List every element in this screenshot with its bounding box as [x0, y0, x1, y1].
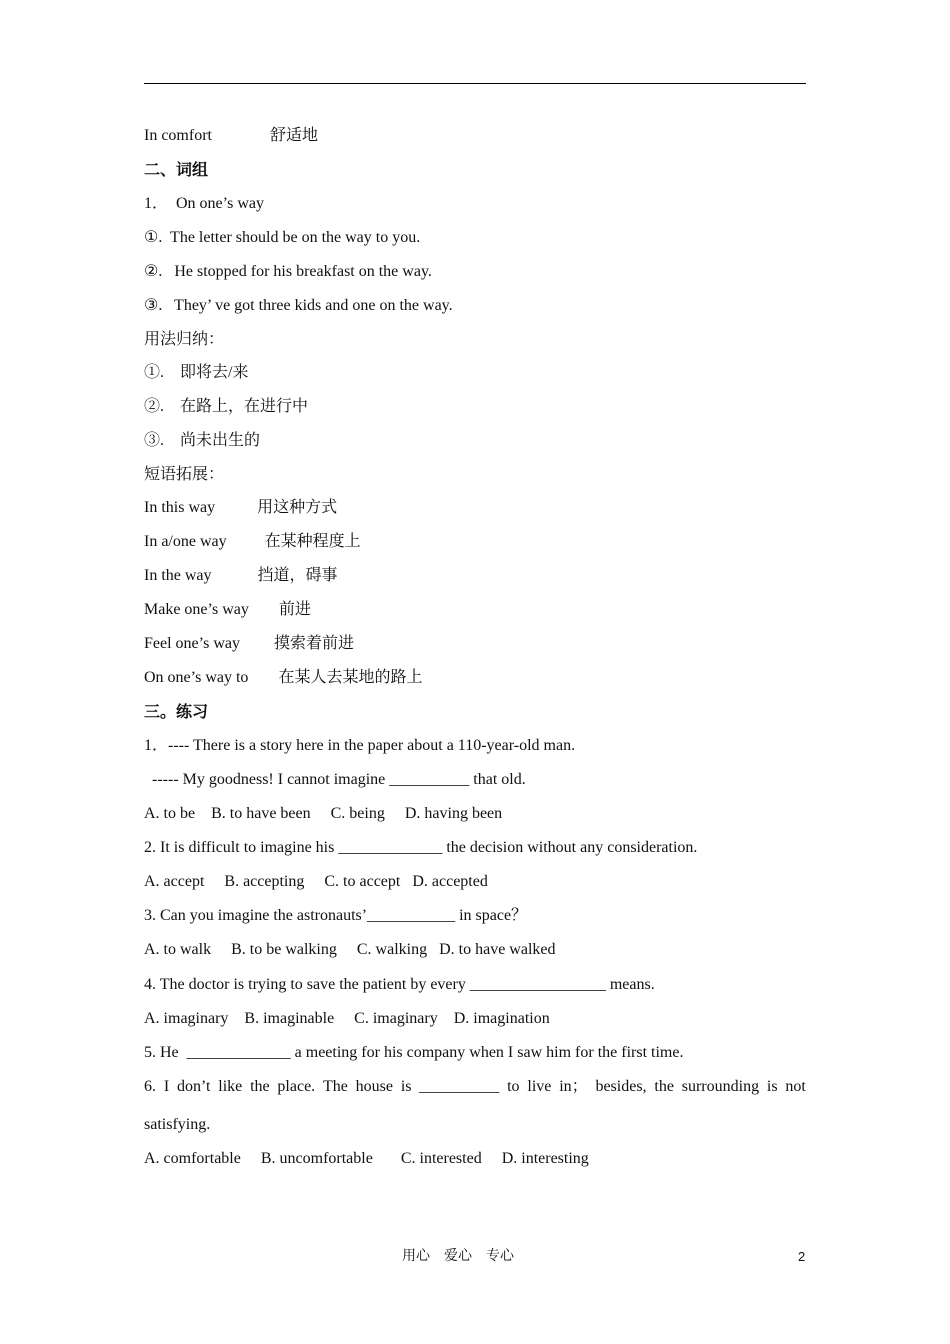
- section-heading-phrases: 二、词组: [144, 162, 209, 179]
- footer-motto: 用心 爱心 专心: [402, 1249, 514, 1264]
- word: I: [163, 1078, 170, 1095]
- word: not: [785, 1078, 806, 1095]
- word: like: [218, 1078, 243, 1095]
- phrase-extension-item: In a/one way 在某种程度上: [144, 533, 361, 550]
- word: 6.: [144, 1078, 156, 1095]
- question-3-options: A. to walk B. to be walking C. walking D. to have walked: [144, 941, 556, 958]
- question-4: 4. The doctor is trying to save the patient by every _________________ means.: [144, 976, 655, 993]
- word: the: [250, 1078, 270, 1095]
- word: house: [355, 1078, 393, 1095]
- usage-item-1: ①. 即将去/来: [144, 364, 249, 381]
- question-1-options: A. to be B. to have been C. being D. having been: [144, 805, 503, 822]
- phrase-extension-heading: 短语拓展：: [144, 466, 225, 483]
- question-1-line-2: ----- My goodness! I cannot imagine __________ that old.: [144, 771, 526, 788]
- word: surrounding: [681, 1078, 760, 1095]
- word: live: [527, 1078, 552, 1095]
- word: besides,: [595, 1078, 647, 1095]
- word: is: [766, 1078, 778, 1095]
- example-sentence-2: ②. He stopped for his breakfast on the way.: [144, 263, 432, 280]
- word: to: [507, 1078, 520, 1095]
- vocab-in-comfort: In comfort 舒适地: [144, 127, 318, 144]
- phrase-title: 1． On one’s way: [144, 195, 264, 212]
- header-rule: [144, 83, 806, 84]
- word: place.: [277, 1078, 316, 1095]
- question-2-options: A. accept B. accepting C. to accept D. accepted: [144, 873, 488, 890]
- usage-item-2: ②. 在路上，在进行中: [144, 398, 309, 415]
- phrase-extension-item: In this way 用这种方式: [144, 499, 338, 516]
- example-sentence-3: ③. They’ ve got three kids and one on the way.: [144, 297, 453, 314]
- page-number: 2: [798, 1249, 806, 1264]
- phrase-extension-item: In the way 挡道，碍事: [144, 567, 338, 584]
- question-6-line-1: [144, 1077, 806, 1097]
- word: is: [400, 1078, 412, 1095]
- word: The: [322, 1078, 348, 1095]
- section-heading-exercises: 三。练习: [144, 704, 209, 721]
- question-2: 2. It is difficult to imagine his _____________ the decision without any consideration.: [144, 839, 698, 856]
- question-1-line-1: 1．---- There is a story here in the paper about a 110-year-old man.: [144, 737, 576, 754]
- word: __________: [419, 1078, 500, 1095]
- phrase-extension-item: Feel one’s way 摸索着前进: [144, 635, 354, 652]
- question-4-options: A. imaginary B. imaginable C. imaginary D. imagination: [144, 1010, 550, 1027]
- usage-summary-heading: 用法归纳：: [144, 331, 225, 348]
- word: in；: [559, 1078, 588, 1095]
- word: the: [654, 1078, 674, 1095]
- question-6-options: A. comfortable B. uncomfortable C. interested D. interesting: [144, 1150, 589, 1167]
- word: don’t: [176, 1078, 211, 1095]
- question-6-line-2: satisfying.: [144, 1116, 211, 1133]
- example-sentence-1: ①. The letter should be on the way to you.: [144, 229, 421, 246]
- usage-item-3: ③. 尚未出生的: [144, 432, 261, 449]
- question-5: 5. He _____________ a meeting for his company when I saw him for the first time.: [144, 1044, 684, 1061]
- phrase-extension-item: On one’s way to 在某人去某地的路上: [144, 669, 423, 686]
- phrase-extension-item: Make one’s way 前进: [144, 601, 311, 618]
- question-3: 3. Can you imagine the astronauts’___________ in space？: [144, 907, 528, 924]
